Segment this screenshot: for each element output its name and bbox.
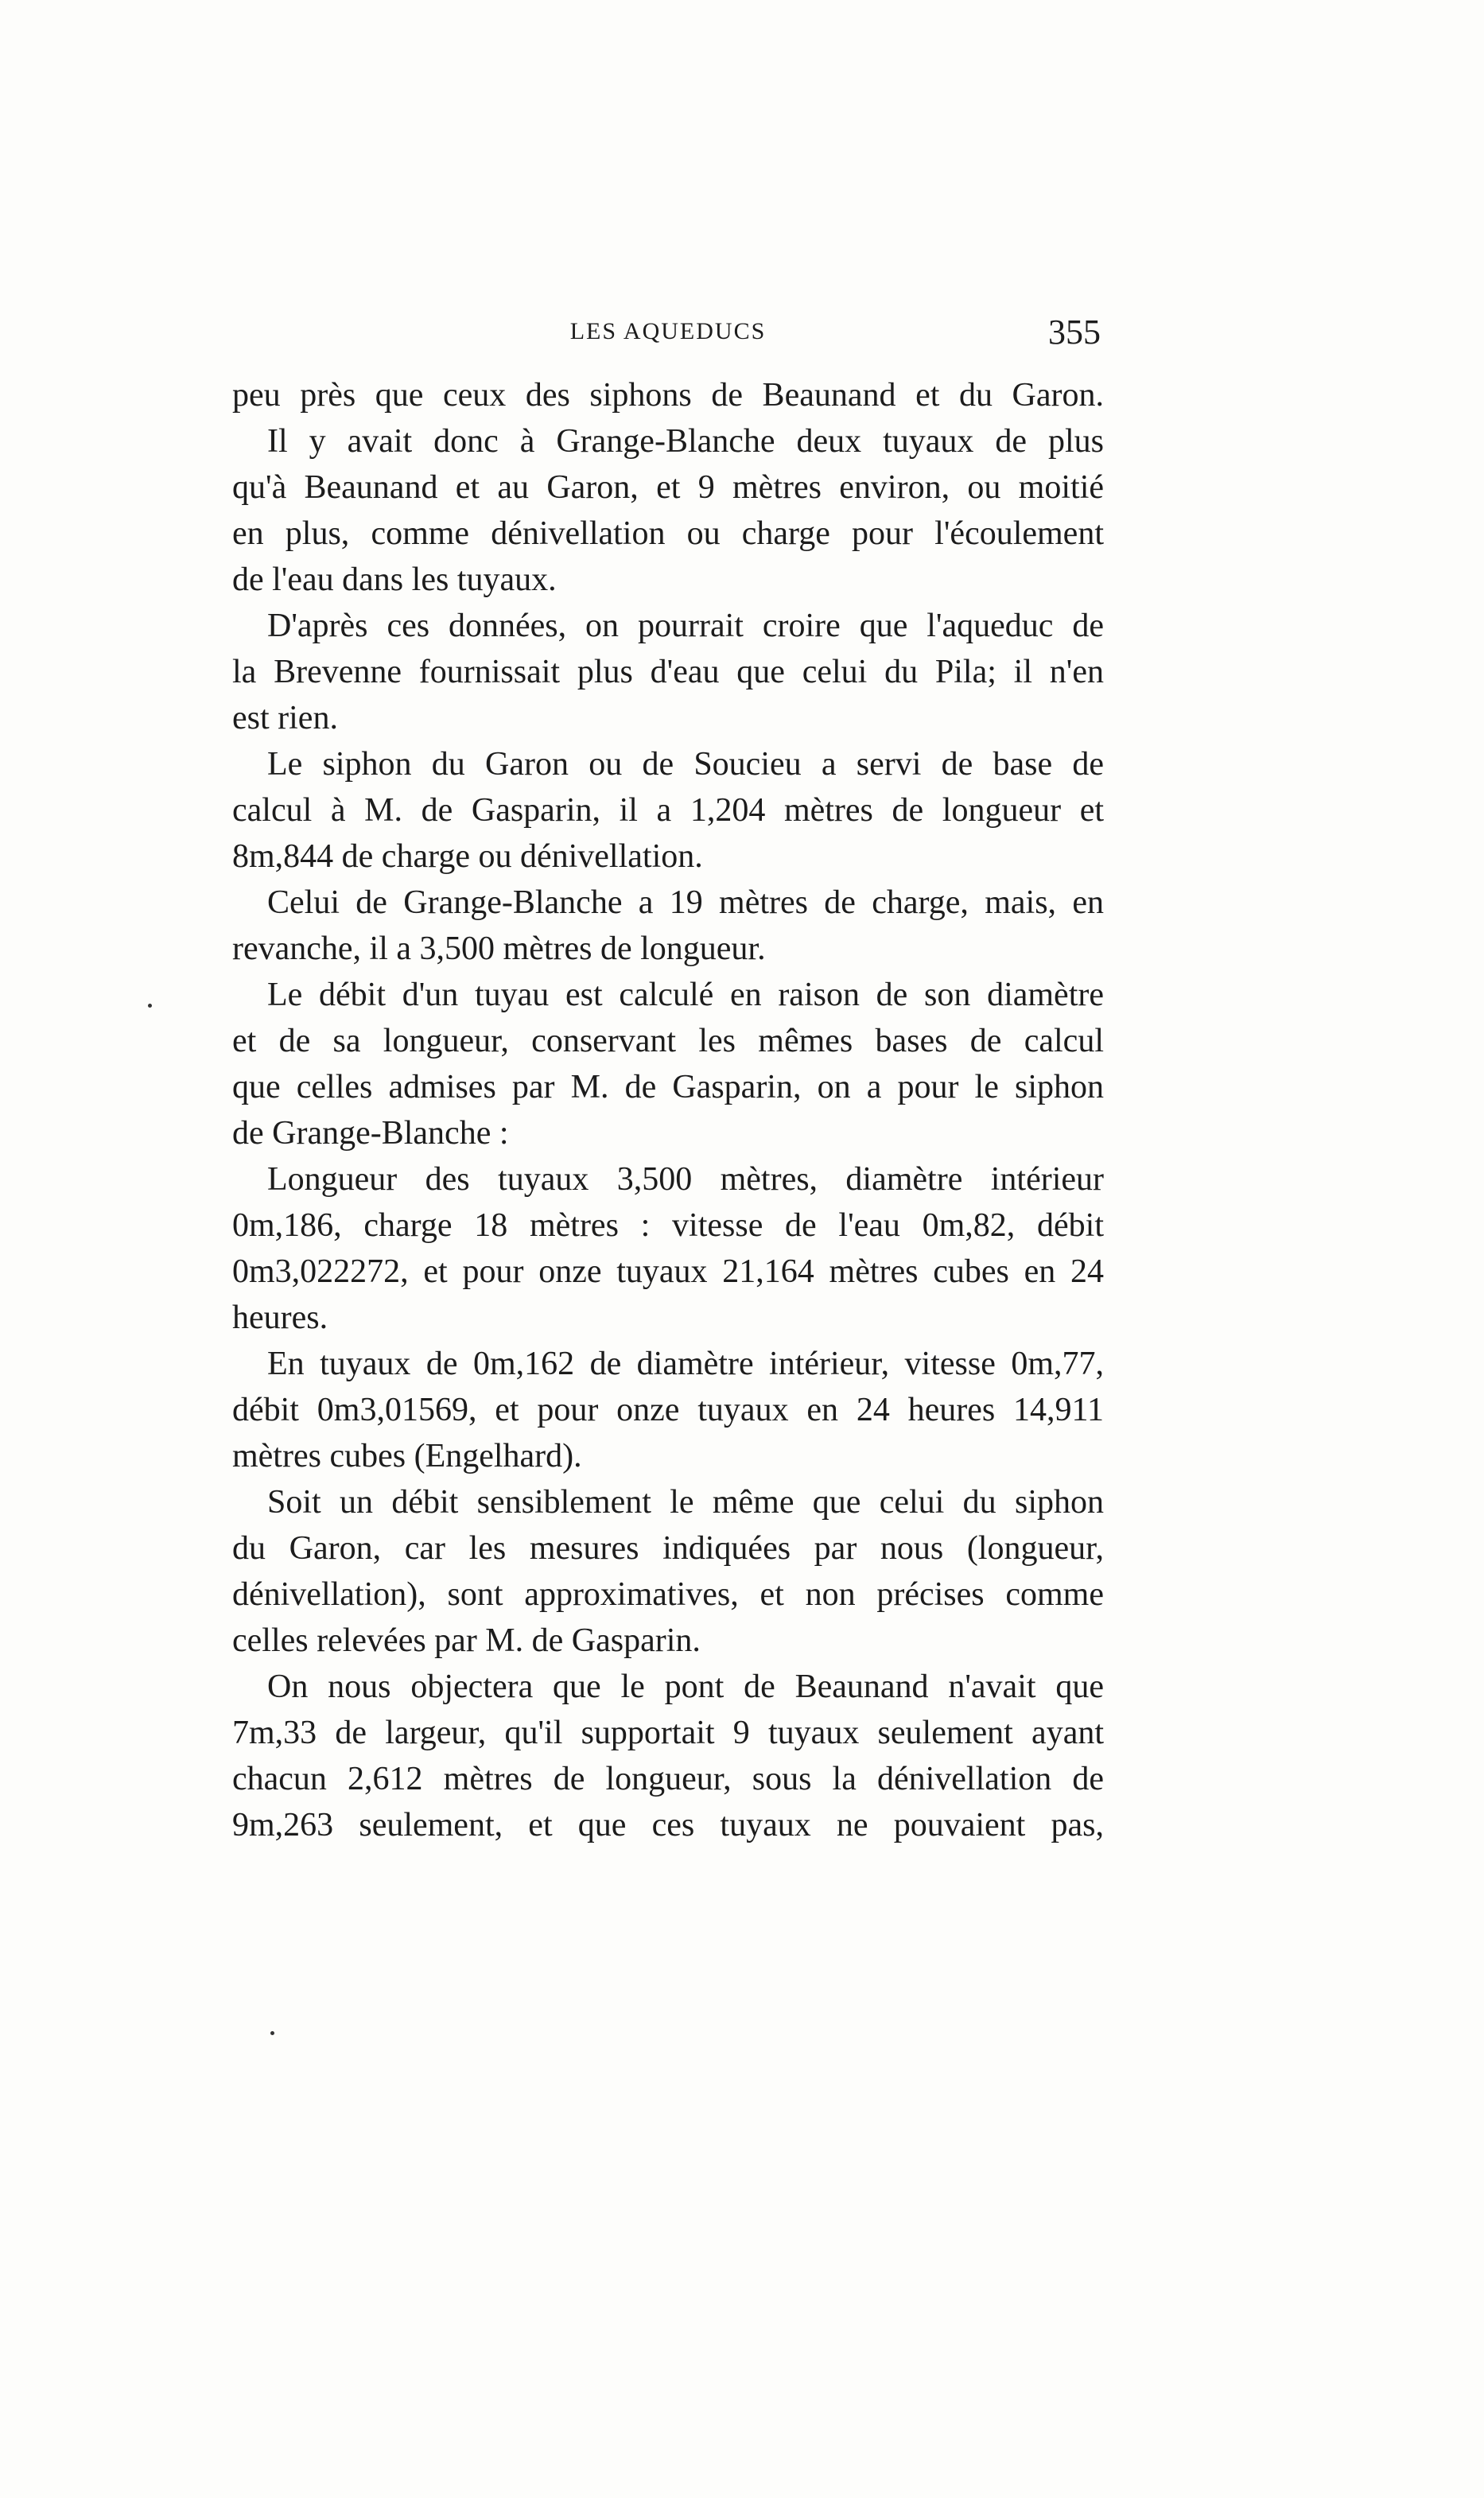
- text-line: de l'eau dans les tuyaux.: [232, 561, 557, 598]
- text-line: 9m,263 seulement, et que ces tuyaux ne pouvaient pas,: [232, 1807, 1104, 1843]
- text-line: est rien.: [232, 700, 338, 736]
- text-line: 0m,186, charge 18 mètres : vitesse de l'eau 0m,82, débit: [232, 1207, 1104, 1244]
- text-line: D'après ces données, on pourrait croire que l'aqueduc de: [267, 608, 1104, 644]
- body-text: [232, 372, 1104, 1848]
- text-line: du Garon, car les mesures indiquées par nous (longueur,: [232, 1530, 1104, 1567]
- text-line: Soit un débit sensiblement le même que celui du siphon: [267, 1484, 1104, 1521]
- text-line: 7m,33 de largeur, qu'il supportait 9 tuyaux seulement ayant: [232, 1715, 1104, 1751]
- text-line: débit 0m3,01569, et pour onze tuyaux en 24 heures 14,911: [232, 1392, 1104, 1428]
- text-line: Celui de Grange-Blanche a 19 mètres de charge, mais, en: [267, 884, 1104, 921]
- text-line: celles relevées par M. de Gasparin.: [232, 1622, 701, 1659]
- text-line: calcul à M. de Gasparin, il a 1,204 mètres de longueur et: [232, 792, 1104, 829]
- page-header: [232, 312, 1104, 359]
- text-line: Le débit d'un tuyau est calculé en raison de son diamètre: [267, 977, 1104, 1013]
- text-line: mètres cubes (Engelhard).: [232, 1438, 582, 1474]
- text-line: 0m3,022272, et pour onze tuyaux 21,164 mètres cubes en 24: [232, 1253, 1104, 1290]
- text-line: de Grange-Blanche :: [232, 1115, 509, 1152]
- text-line: Il y avait donc à Grange-Blanche deux tuyaux de plus: [267, 423, 1104, 460]
- text-line: Longueur des tuyaux 3,500 mètres, diamètre intérieur: [267, 1161, 1104, 1198]
- text-line: En tuyaux de 0m,162 de diamètre intérieur, vitesse 0m,77,: [267, 1346, 1104, 1382]
- text-line: dénivellation), sont approximatives, et non précises comme: [232, 1576, 1104, 1613]
- running-title: LES AQUEDUCS: [569, 318, 767, 344]
- text-line: heures.: [232, 1300, 328, 1336]
- text-line: On nous objectera que le pont de Beaunand n'avait que: [267, 1669, 1104, 1705]
- page-number: 355: [1048, 313, 1101, 352]
- stray-mark: [148, 1004, 152, 1008]
- text-line: chacun 2,612 mètres de longueur, sous la dénivellation de: [232, 1761, 1104, 1797]
- text-line: que celles admises par M. de Gasparin, on a pour le siphon: [232, 1069, 1104, 1105]
- stray-mark: [270, 2031, 274, 2035]
- text-line: peu près que ceux des siphons de Beaunand et du Garon.: [232, 377, 1104, 414]
- text-line: et de sa longueur, conservant les mêmes bases de calcul: [232, 1023, 1104, 1059]
- text-line: Le siphon du Garon ou de Soucieu a servi de base de: [267, 746, 1104, 783]
- text-line: en plus, comme dénivellation ou charge pour l'écoulement: [232, 515, 1104, 552]
- text-line: qu'à Beaunand et au Garon, et 9 mètres environ, ou moitié: [232, 469, 1104, 506]
- text-line: la Brevenne fournissait plus d'eau que celui du Pila; il n'en: [232, 654, 1104, 690]
- text-line: revanche, il a 3,500 mètres de longueur.: [232, 930, 766, 967]
- text-line: 8m,844 de charge ou dénivellation.: [232, 838, 703, 875]
